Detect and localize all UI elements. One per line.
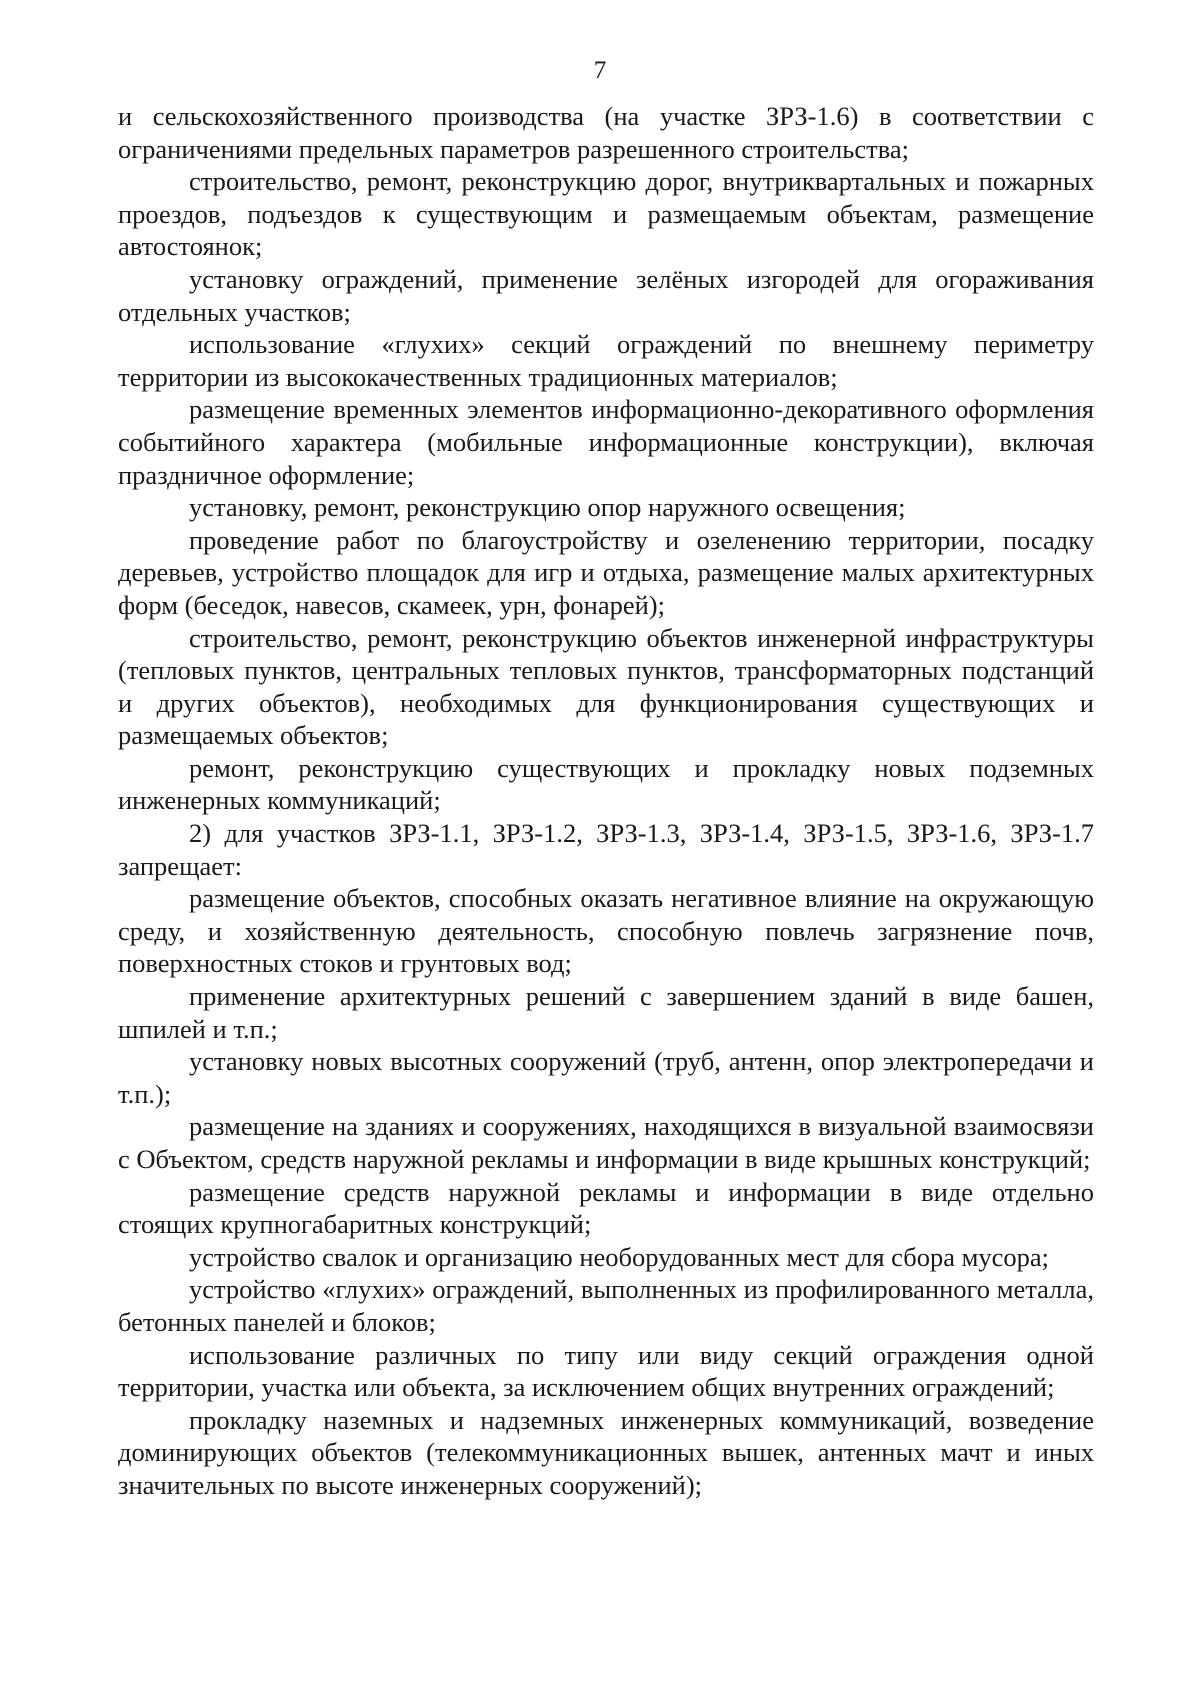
paragraph-fences: установку ограждений, применение зелёных изгородей для огораживания отдельных участков;	[118, 263, 1094, 327]
paragraph-landscaping: проведение работ по благоустройству и озеленению территории, посадку деревьев, устройство площадок для игр и отдыха, размещение малых архитектурных форм (беседок, навесов, скамеек, урн, фонарей);	[118, 524, 1094, 620]
paragraph-prohibitions-heading: 2) для участков ЗРЗ-1.1, ЗРЗ-1.2, ЗРЗ-1.3, ЗРЗ-1.4, ЗРЗ-1.5, ЗРЗ-1.6, ЗРЗ-1.7 запрещает:	[118, 818, 1094, 881]
paragraph-above-ground-utilities: прокладку наземных и надземных инженерных коммуникаций, возведение доминирующих объектов (телекоммуникационных вышек, антенных мачт и иных значительных по высоте инженерных сооружений);	[118, 1404, 1094, 1500]
paragraph-lighting: установку, ремонт, реконструкцию опор наружного освещения;	[189, 492, 906, 523]
document-body	[118, 100, 1094, 1502]
paragraph-dumps: устройство свалок и организацию необорудованных мест для сбора мусора;	[189, 1241, 1050, 1272]
paragraph-temporary-decor: размещение временных элементов информационно-декоративного оформления событийного характера (мобильные информационные конструкции), включая праздничное оформление;	[118, 394, 1094, 490]
page-number: 7	[593, 57, 607, 84]
paragraph-mixed-fence-sections: использование различных по типу или виду секций ограждения одной территории, участка или объекта, за исключением общих внутренних ограждений;	[118, 1339, 1094, 1403]
paragraph-infrastructure: строительство, ремонт, реконструкцию объектов инженерной инфраструктуры (тепловых пунктов, центральных тепловых пунктов, трансформаторных подстанций и других объектов), необходимых для функционирования существующих и размещаемых объектов;	[118, 622, 1094, 751]
paragraph-roads: строительство, ремонт, реконструкцию дорог, внутриквартальных и пожарных проездов, подъездов к существующим и размещаемым объектам, размещение автостоянок;	[118, 166, 1094, 262]
paragraph-negative-impact: размещение объектов, способных оказать негативное влияние на окружающую среду, и хозяйственную деятельность, способную повлечь загрязнение почв, поверхностных стоков и грунтовых вод;	[118, 883, 1094, 979]
paragraph-solid-fences: устройство «глухих» ограждений, выполненных из профилированного металла, бетонных панелей и блоков;	[118, 1274, 1094, 1337]
paragraph-continuation: и сельскохозяйственного производства (на участке ЗРЗ-1.6) в соответствии с ограничениями предельных параметров разрешенного строительства;	[118, 101, 1094, 164]
paragraph-underground-utilities: ремонт, реконструкцию существующих и прокладку новых подземных инженерных коммуникаций;	[118, 752, 1094, 816]
paragraph-roof-advertising: размещение на зданиях и сооружениях, находящихся в визуальной взаимосвязи с Объектом, средств наружной рекламы и информации в виде крышных конструкций;	[118, 1111, 1094, 1174]
paragraph-solid-fence-sections: использование «глухих» секций ограждений по внешнему периметру территории из высококачественных традиционных материалов;	[118, 329, 1094, 392]
paragraph-high-structures: установку новых высотных сооружений (труб, антенн, опор электропередачи и т.п.);	[118, 1046, 1094, 1109]
paragraph-towers: применение архитектурных решений с завершением зданий в виде башен, шпилей и т.п.;	[118, 981, 1094, 1044]
paragraph-standalone-advertising: размещение средств наружной рекламы и информации в виде отдельно стоящих крупногабаритных конструкций;	[118, 1176, 1094, 1240]
